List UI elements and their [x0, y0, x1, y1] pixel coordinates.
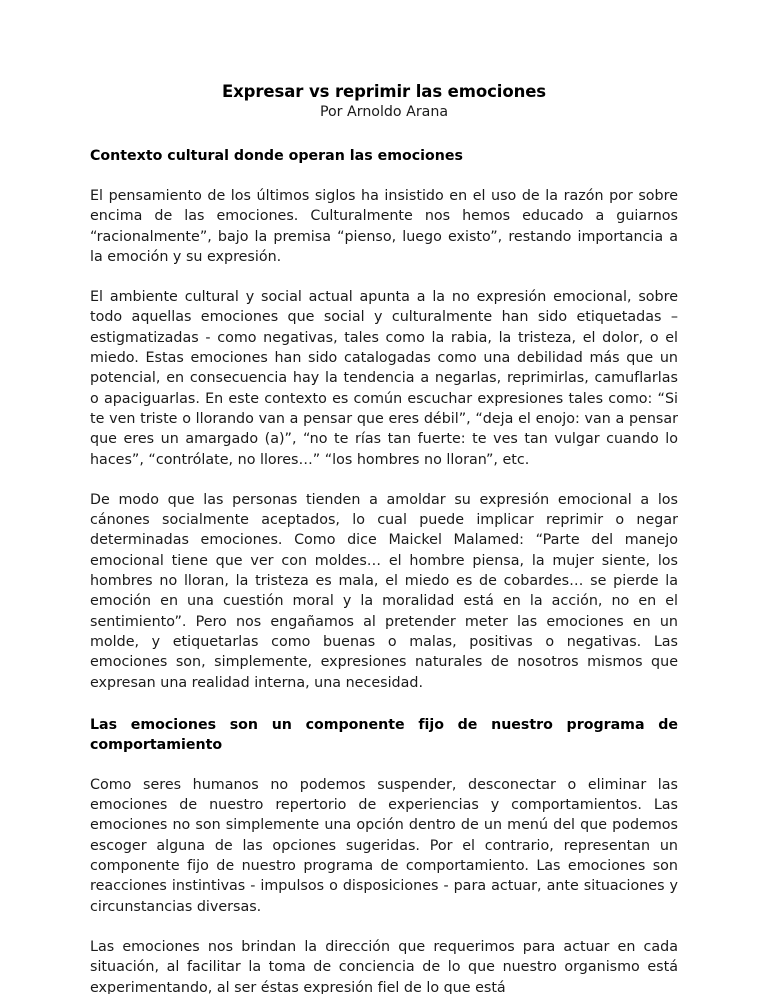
author-byline: Por Arnoldo Arana: [319, 104, 449, 120]
paragraph: De modo que las personas tienden a amoldar su expresión emocional a los cánones socialmente aceptados, lo cual puede implicar reprimir o negar determinadas emociones. Como dice Maickel Malamed: “Parte del manejo emocional tiene que ver con moldes… el hombre piensa, la mujer siente, los hombres no lloran, la tristeza es mala, el miedo es de cobardes… se pierde la emoción en una cuestión moral y la moralidad está en la acción, no en el sentimiento”. Pero nos engañamos al pretender meter las emociones en un molde, y etiquetarlas como buenas o malas, positivas o negativas. Las emociones son, simplemente, expresiones naturales de nosotros mismos que expresan una realidad interna, una necesidad.: [90, 491, 678, 691]
section-heading-componente-fijo: Las emociones son un componente fijo de nuestro programa de comportamiento: [90, 716, 678, 753]
page-title: Expresar vs reprimir las emociones: [221, 82, 547, 101]
section-heading-contexto-cultural: Contexto cultural donde operan las emociones: [90, 148, 463, 164]
paragraph: El ambiente cultural y social actual apunta a la no expresión emocional, sobre todo aquellas emociones que social y culturalmente han sido etiquetadas – estigmatizadas - como negativas, tales como la rabia, la tristeza, el dolor, o el miedo. Estas emociones han sido catalogadas como una debilidad más que un potencial, en consecuencia hay la tendencia a negarlas, reprimirlas, camuflarlas o apaciguarlas. En este contexto es común escuchar expresiones tales como: “Si te ven triste o llorando van a pensar que eres débil”, “deja el enojo: van a pensar que eres un amargado (a)”, “no te rías tan fuerte: te ves tan vulgar cuando lo haces”, “contrólate, no llores…” “los hombres no lloran”, etc.: [90, 289, 678, 468]
paragraph: Las emociones nos brindan la dirección que requerimos para actuar en cada situación, al facilitar la toma de conciencia de lo que nuestro organismo está experimentando, al ser éstas expresión fiel de lo que está: [90, 938, 678, 994]
paragraph: El pensamiento de los últimos siglos ha insistido en el uso de la razón por sobre encima de las emociones. Culturalmente nos hemos educado a guiarnos “racionalmente”, bajo la premisa “pienso, luego existo”, restando importancia a la emoción y su expresión.: [90, 188, 678, 265]
paragraph: Como seres humanos no podemos suspender, desconectar o eliminar las emociones de nuestro repertorio de experiencias y comportamientos. Las emociones no son simplemente una opción dentro de un menú del que podemos escoger alguna de las opciones sugeridas. Por el contrario, representan un componente fijo de nuestro programa de comportamiento. Las emociones son reacciones instintivas - impulsos o disposiciones - para actuar, ante situaciones y circunstancias diversas.: [90, 776, 678, 915]
